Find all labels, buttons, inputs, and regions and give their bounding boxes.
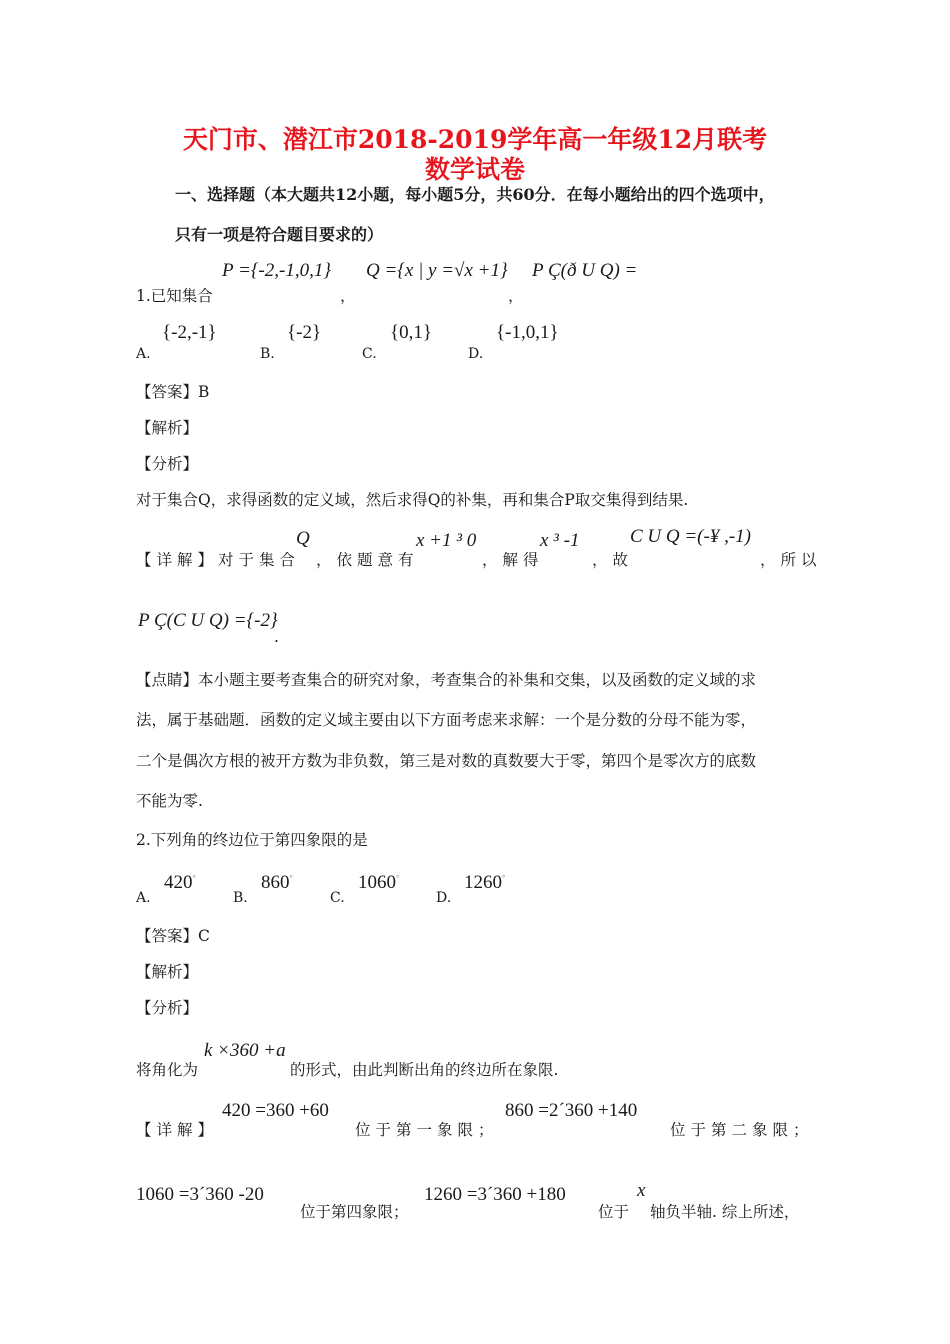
q2-eq4: 1260 =3´360 +180 (424, 1184, 566, 1205)
q1-answer: 【答案】B (136, 383, 210, 401)
q1-label: 1.已知集合 (136, 287, 213, 305)
q1-dianjing-line: 二个是偶次方根的被开方数为非负数，第三是对数的真数要大于零，第四个是零次方的底数 (136, 752, 757, 770)
q1-fenxi-text: 对于集合Q，求得函数的定义域，然后求得Q的补集，再和集合P取交集得到结果. (136, 491, 689, 509)
q1-detail-label: 【详解】对于集合 (136, 551, 301, 569)
q2-option-a-value: 420° (164, 872, 196, 893)
section-heading-cont: 只有一项是符合题目要求的） (175, 225, 384, 244)
q1-set-q: Q ={x | y =√x +1} (366, 260, 508, 281)
q2-label: 2.下列角的终边位于第四象限的是 (136, 831, 368, 849)
q2-fenxi-math: k ×360 +a (204, 1040, 286, 1061)
q1-detail-mid1: ，依题意有 (316, 551, 419, 569)
q1-detail-ineq: x +1 ³ 0 (416, 530, 477, 551)
q2-eq4-text: 位于 (598, 1203, 630, 1221)
q1-detail-q: Q (296, 528, 310, 549)
q1-jiexi: 【解析】 (136, 419, 199, 437)
q1-option-a-letter: A. (136, 346, 151, 362)
q2-eq4-tail: 轴负半轴. 综上所述， (650, 1203, 800, 1221)
q1-expression: P Ç(ð U Q) = (532, 260, 638, 281)
q1-option-d-value: {-1,0,1} (496, 322, 559, 343)
q1-detail-sol: x ³ -1 (540, 530, 580, 551)
q1-option-a-value: {-2,-1} (162, 322, 217, 343)
q2-detail-label: 【详解】 (136, 1121, 219, 1139)
q1-detail-cuq: C U Q =(-¥ ,-1) (630, 526, 751, 547)
q1-option-b-letter: B. (260, 346, 275, 362)
q2-fenxi-prefix: 将角化为 (136, 1061, 199, 1079)
q1-result: P Ç(C U Q) ={-2} (138, 610, 278, 631)
q1-fenxi: 【分析】 (136, 455, 199, 473)
q2-option-d-value: 1260° (464, 872, 506, 893)
q2-eq2: 860 =2´360 +140 (505, 1100, 638, 1121)
q2-option-b-value: 860° (261, 872, 293, 893)
q1-dianjing-line: 不能为零. (136, 792, 203, 810)
q1-comma: ， (508, 287, 524, 305)
q2-eq2-text: 位于第二象限； (670, 1121, 814, 1139)
q2-eq4-x: x (637, 1180, 646, 1201)
q2-eq1-text: 位于第一象限； (355, 1121, 499, 1139)
q1-set-p: P ={-2,-1,0,1} (222, 260, 331, 281)
q2-answer: 【答案】C (136, 927, 210, 945)
q2-eq3-text: 位于第四象限； (300, 1203, 409, 1221)
q1-comma: ， (340, 287, 356, 305)
q1-dianjing-line: 【点睛】本小题主要考查集合的研究对象，考查集合的补集和交集，以及函数的定义域的求 (136, 671, 757, 689)
q2-option-a-letter: A. (136, 890, 151, 906)
page-subtitle: 数学试卷 (424, 155, 525, 184)
q2-option-b-letter: B. (233, 890, 248, 906)
q2-fenxi: 【分析】 (136, 999, 199, 1017)
page-title: 天门市、潜江市2018-2019学年高一年级12月联考 (182, 125, 768, 154)
q1-option-c-value: {0,1} (390, 322, 432, 343)
q2-eq3: 1060 =3´360 -20 (136, 1184, 264, 1205)
q2-option-d-letter: D. (436, 890, 452, 906)
q2-jiexi: 【解析】 (136, 963, 199, 981)
section-heading: 一、选择题（本大题共12小题，每小题5分，共60分．在每小题给出的四个选项中， (175, 185, 775, 204)
q2-option-c-letter: C. (330, 890, 345, 906)
q2-fenxi-suffix: 的形式，由此判断出角的终边所在象限. (290, 1061, 559, 1079)
q1-result-dot: . (274, 628, 279, 646)
q1-detail-end: ，所以 (760, 551, 822, 569)
q1-option-d-letter: D. (468, 346, 484, 362)
q2-eq1: 420 =360 +60 (222, 1100, 329, 1121)
q1-option-b-value: {-2} (287, 322, 322, 343)
q1-option-c-letter: C. (362, 346, 377, 362)
q1-detail-mid2: ，解得 (482, 551, 544, 569)
q2-option-c-value: 1060° (358, 872, 400, 893)
q1-dianjing-line: 法，属于基础题．函数的定义域主要由以下方面考虑来求解：一个是分数的分母不能为零， (136, 711, 757, 729)
q1-detail-mid3: ，故 (592, 551, 634, 569)
